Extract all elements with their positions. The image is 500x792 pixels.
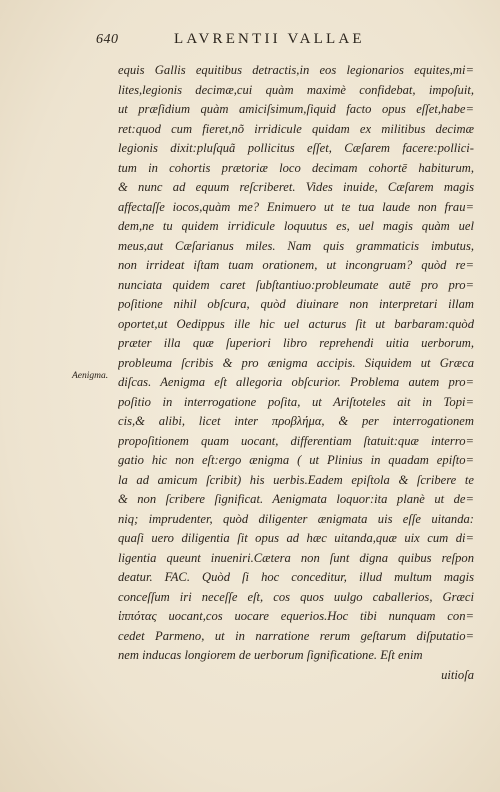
text-line: & nunc ad equum reſcriberet. Vides inuide, Cæſarem magis (118, 180, 474, 194)
text-line: conceſſum iri neceſſe eſt, cos quos uulgo caballerios, Græci (118, 589, 474, 604)
text-line: probleuma ſcribis & pro ænigma accipis. Siquidem ut Græca (118, 355, 474, 370)
text-line: poſitio in interrogatione poſita, ut Ariſtoteles ait in Topi= (118, 394, 474, 409)
text-line: ligentia queunt inueniri.Cætera non ſunt digna quibus reſpon (118, 550, 474, 565)
text-line: cis,& alibi, licet inter προβλήμα, & per interrogationem (118, 414, 474, 428)
text-line: legionis dixit:pluſquã pollicitus eſſet, Cæſarem facere:pollici- (118, 141, 474, 155)
text-line: ἱππότας uocant,cos uocare equerios.Hoc tibi nunquam con= (118, 609, 474, 623)
text-line: & non ſcribere ſignificat. Aenigmata loquor:ita planè ut de= (118, 492, 474, 506)
text-line: deatur. FAC. Quòd ſi hoc conceditur, illud multum magis (118, 570, 474, 584)
text-line: oportet,ut Oedippus ille hic uel acturus ſit ut barbaram:quòd (118, 316, 474, 331)
running-title: LAVRENTII VALLAE (174, 31, 365, 47)
text-line: ret:quod cum fieret,nõ irridicule quidam ex militibus decimæ (118, 121, 474, 136)
text-line: niq; imprudenter, quòd diligenter ænigmata uis eſſe uitanda: (118, 511, 474, 526)
text-line: diſcas. Aenigma eſt allegoria obſcurior. Problema autem pro= (118, 375, 474, 389)
body-text (118, 61, 474, 685)
text-line: lites,legionis decimæ,cui quàm maximè confidebat, impoſuit, (118, 82, 474, 97)
page-number: 640 (96, 32, 119, 47)
text-line: ut præſidium quàm amiciſsimum,ſiquid facto opus eſſet,habe= (118, 102, 474, 116)
text-line: nem inducas longiorem de uerborum ſignificatione. Eſt enim (118, 648, 423, 662)
text-line: tum in cohortis prætoriæ loco decimam cohortē habiturum, (118, 160, 474, 175)
margin-note: Aenigma. (72, 371, 109, 381)
text-line: meus,aut Cæſarianus miles. Nam quis grammaticis imbutus, (118, 238, 474, 253)
text-line: poſitione nihil obſcura, quòd diuinare non interpretari illam (118, 297, 474, 311)
text-line: gatio hic non eſt:ergo ænigma ( ut Plinius in quadam epiſto= (118, 453, 474, 467)
text-line: non irrideat iſtam tuam orationem, ut incongruam? quòd re= (118, 258, 474, 272)
text-line: propoſitionem quam uocant, differentiam ſtatuit:quæ interro= (118, 433, 474, 448)
catchword-row (118, 666, 474, 686)
text-line: affectaſſe iocos,quàm me? Enimuero ut te tua laude non frau= (118, 199, 474, 214)
text-line: equis Gallis equitibus detractis,in eos legionarios equites,mi= (118, 63, 474, 77)
text-line: præter illa quæ ſuperiori libro reprehendi uitia uerborum, (118, 336, 474, 350)
catchword: uitioſa (441, 667, 474, 682)
text-line: quaſi uero diligentia ſit opus ad hæc uitanda,quæ uix cum di= (118, 531, 474, 545)
text-line: dem,ne tu quidem irridicule loquutus es, uel magis quàm uel (118, 219, 474, 233)
text-line: la ad amicum ſcribit) his uerbis.Eadem epiſtola & ſcribere te (118, 472, 474, 487)
text-line: nunciata quidem caret ſubſtantiuo:probleumate autē pro pro= (118, 277, 474, 292)
page-header (96, 30, 476, 52)
text-line: cedet Parmeno, ut in narratione rerum geſtarum diſputatio= (118, 628, 474, 643)
